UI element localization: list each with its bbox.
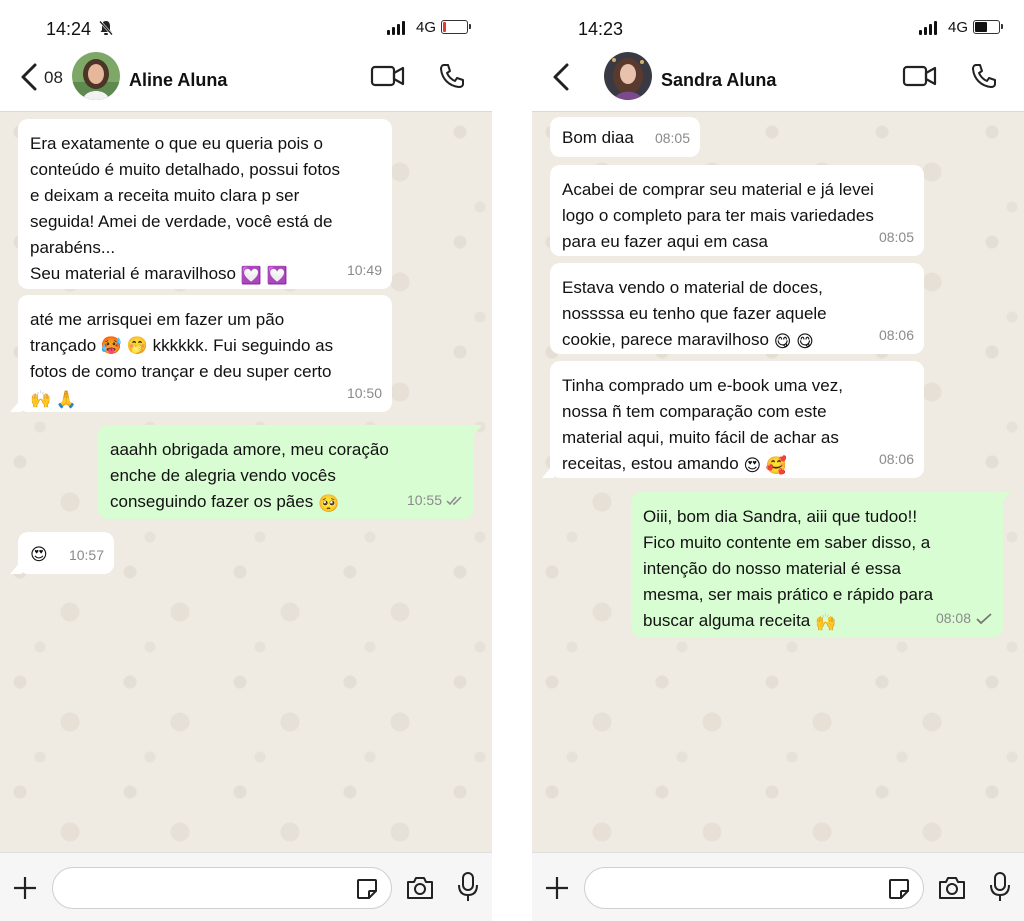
message-time: 08:05 bbox=[878, 229, 914, 245]
pleading-face-emoji: 🥺 bbox=[317, 494, 340, 513]
message-time: 10:49 bbox=[346, 262, 382, 278]
yum-face-emoji: 😋 😋 bbox=[773, 332, 814, 351]
avatar[interactable] bbox=[72, 52, 120, 100]
phone-icon[interactable] bbox=[438, 62, 466, 90]
message-time: 10:55 bbox=[407, 487, 464, 513]
message-time: 10:57 bbox=[68, 547, 104, 563]
contact-name[interactable]: Sandra Aluna bbox=[661, 70, 777, 90]
message-bubble[interactable] bbox=[550, 165, 924, 256]
avatar[interactable] bbox=[604, 52, 652, 100]
message-list[interactable] bbox=[532, 112, 1024, 852]
message-bubble-outgoing[interactable] bbox=[98, 425, 474, 519]
sticker-icon[interactable] bbox=[355, 877, 379, 901]
message-bubble[interactable] bbox=[550, 263, 924, 354]
raised-hands-emoji: 🙌 bbox=[815, 613, 837, 632]
plus-icon[interactable] bbox=[544, 875, 570, 901]
message-bubble[interactable] bbox=[550, 117, 700, 157]
plus-icon[interactable] bbox=[12, 875, 38, 901]
message-text: aaahh obrigada amore, meu coração enche de alegria vendo vocês conseguindo fazer os pães 🥺 bbox=[110, 440, 389, 513]
chat-header bbox=[532, 50, 1024, 112]
message-text: Oiii, bom dia Sandra, aiii que tudoo!! Fico muito contente em saber disso, a intenção do nosso material é essa mesma, ser mais prático e rápido para buscar alguma receita 🙌 bbox=[643, 507, 934, 632]
message-bubble[interactable] bbox=[18, 119, 392, 289]
message-bubble[interactable] bbox=[550, 361, 924, 478]
status-time: 14:23 bbox=[578, 19, 624, 39]
signal-icon bbox=[387, 20, 405, 35]
message-time: 08:06 bbox=[878, 327, 914, 343]
network-type: 4G bbox=[947, 19, 968, 36]
contact-name[interactable]: Aline Aluna bbox=[129, 70, 228, 90]
message-text: Tinha comprado um e-book uma vez, nossa ñ tem comparação com este material aqui, muito fácil de achar as receitas, estou amando 😍 🥰 bbox=[562, 376, 843, 475]
message-bubble[interactable] bbox=[18, 532, 114, 574]
status-time: 14:24 bbox=[46, 19, 92, 39]
battery-icon bbox=[441, 20, 468, 34]
message-bubble-outgoing[interactable] bbox=[631, 492, 1003, 637]
composer-bar bbox=[532, 852, 1024, 921]
chevron-left-icon[interactable] bbox=[18, 62, 40, 92]
chat-header bbox=[0, 50, 492, 112]
message-input[interactable] bbox=[584, 867, 924, 909]
single-check-icon bbox=[975, 612, 993, 625]
camera-icon[interactable] bbox=[405, 875, 435, 901]
chevron-left-icon[interactable] bbox=[550, 62, 572, 92]
message-text: Era exatamente o que eu queria pois o conteúdo é muito detalhado, possui fotos e deixam a receita muito clara p ser seguida! Amei de verdade, você está de parabéns... Seu material é maravilhoso 💟 💟 bbox=[30, 134, 340, 285]
message-bubble[interactable] bbox=[18, 295, 392, 412]
message-text: Bom diaa bbox=[562, 128, 634, 147]
message-list[interactable] bbox=[0, 112, 492, 852]
phone-icon[interactable] bbox=[970, 62, 998, 90]
status-bar bbox=[0, 0, 492, 56]
message-text: Estava vendo o material de doces, nossssa eu tenho que fazer aquele cookie, parece maravilhoso 😋 😋 bbox=[562, 278, 827, 351]
message-time: 08:05 bbox=[654, 130, 690, 146]
message-time: 10:50 bbox=[346, 385, 382, 401]
sticker-icon[interactable] bbox=[887, 877, 911, 901]
signal-icon bbox=[919, 20, 937, 35]
battery-icon bbox=[973, 20, 1000, 34]
message-text: até me arrisquei em fazer um pão trançado 🥵 🤭 kkkkkk. Fui seguindo as fotos de como trançar e deu super certo 🙌 🙏 bbox=[30, 310, 334, 409]
microphone-icon[interactable] bbox=[989, 871, 1011, 903]
heart-eyes-emoji: 😍 bbox=[30, 545, 48, 564]
status-bar bbox=[532, 0, 1024, 56]
microphone-icon[interactable] bbox=[457, 871, 479, 903]
raised-hands-emoji: 🙌 🙏 bbox=[30, 390, 78, 409]
message-time: 08:06 bbox=[878, 451, 914, 467]
message-text: Acabei de comprar seu material e já levei logo o completo para ter mais variedades para eu fazer aqui em casa bbox=[562, 180, 874, 251]
message-input[interactable] bbox=[52, 867, 392, 909]
bell-off-icon bbox=[99, 20, 113, 36]
chat-screen-sandra bbox=[532, 0, 1024, 921]
heart-eyes-emoji: 😍 🥰 bbox=[743, 456, 788, 475]
composer-bar bbox=[0, 852, 492, 921]
double-check-icon bbox=[446, 495, 464, 506]
chat-screen-aline bbox=[0, 0, 492, 921]
camera-icon[interactable] bbox=[937, 875, 967, 901]
message-time: 08:08 bbox=[936, 605, 993, 631]
unread-count[interactable]: 08 bbox=[44, 68, 63, 87]
network-type: 4G bbox=[415, 19, 436, 36]
video-camera-icon[interactable] bbox=[370, 64, 406, 88]
video-camera-icon[interactable] bbox=[902, 64, 938, 88]
purple-heart-emoji: 💟 💟 bbox=[240, 266, 288, 285]
